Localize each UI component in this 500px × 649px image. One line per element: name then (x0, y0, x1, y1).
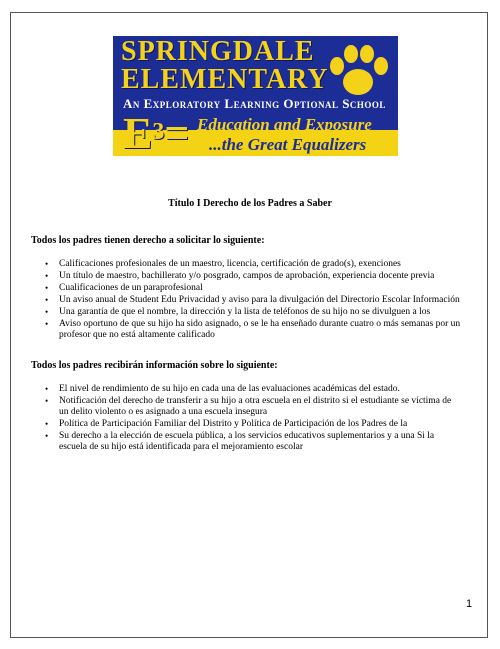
paw-print-icon (323, 42, 393, 100)
list-item: • Notificación del derecho de transferir a su hijo a otra escuela en el distrito si el estudiante se víctima de un delito violento o es asignado a una escuela insegura (43, 396, 463, 418)
list-item: • Aviso oportuno de que su hijo ha sido asignado, o se le ha enseñado durante cuatro o más semanas por un profesor que no está altamente calificado (43, 319, 463, 341)
list-item: • Un aviso anual de Student Edu Privacidad y aviso para la divulgación del Directorio Escolar Información (43, 295, 463, 306)
list-item: • Una garantía de que el nombre, la dirección y la lista de teléfonos de su hijo no se divulguen a los (43, 307, 463, 318)
section1-heading: Todos los padres tienen derecho a solicitar lo siguiente: (31, 235, 265, 246)
school-name (121, 38, 329, 94)
page-number: 1 (466, 598, 473, 610)
e3-superscript: 3 (152, 119, 165, 145)
section1-list (43, 259, 463, 342)
list-item: • Un título de maestro, bachillerato y/o posgrado, campos de aprobación, experiencia docente previa (43, 271, 463, 282)
school-tagline: An Exploratory Learning Optional School (123, 96, 386, 111)
motto-line2: ...the Great Equalizers (209, 135, 367, 154)
school-name-line2: ELEMENTARY (121, 64, 329, 95)
motto-line1: Education and Exposure (197, 115, 372, 134)
e3-letter: E (123, 109, 153, 156)
list-item: • Su derecho a la elección de escuela pública, a los servicios educativos suplementarios y a una Si la escuela de su hijo está identificada para el mejoramiento escolar (43, 431, 463, 453)
list-item: • Cualificaciones de un paraprofesional (43, 283, 463, 294)
school-logo (113, 36, 398, 156)
list-item: • Calificaciones profesionales de un maestro, licencia, certificación de grado(s), exenciones (43, 259, 463, 270)
section2-list (43, 384, 463, 454)
e3-equals: = (164, 109, 190, 156)
list-item: • El nivel de rendimiento de su hijo en cada una de las evaluaciones académicas del estado. (43, 384, 463, 395)
school-name-line1: SPRINGDALE (121, 36, 315, 67)
e3-mark (123, 109, 190, 156)
list-item: • Política de Participación Familiar del Distrito y Política de Participación de los Padres de la (43, 419, 463, 430)
document-title: Título I Derecho de los Padres a Saber (168, 198, 332, 209)
section2-heading: Todos los padres recibirán información sobre lo siguiente: (31, 360, 278, 371)
